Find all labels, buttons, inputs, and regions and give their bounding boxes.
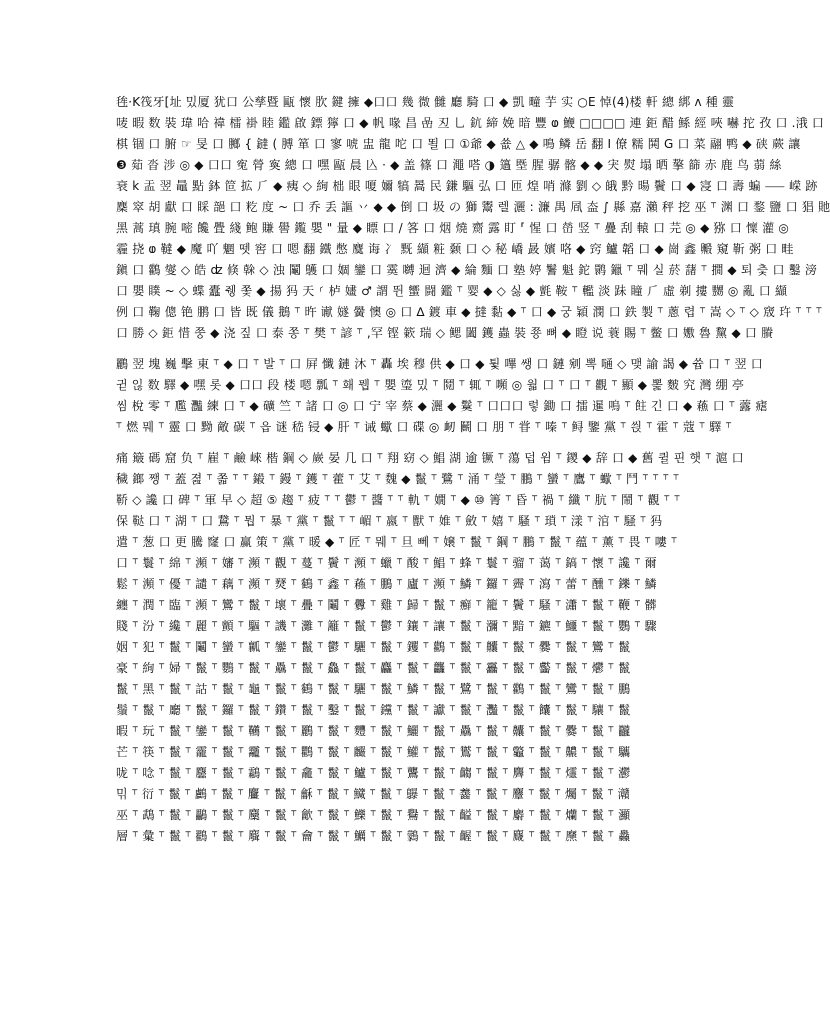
text-line: 口 嬰 瞨 ~ ◇ 蝶 蠹 쥉 쫓 ◆ 揚 犸 天 ⸂ 栌 嫿 ♂ 謂 뛴 蠁 闘 鑑 ⸆ 婴 ◆ ◇ 싫 ◆ 氈 鞍 ⸆ 轞 淡 跊 瞳 ⺁ 虛 剃 摟 嬲 ◎ 亂 口 纈 — [116, 284, 788, 298]
text-line: 鎭 口 鸛 燮 ◇ 皓 ʣ 倏 榦 ◇ 浊 鬮 鸌 口 婟 鑾 口 霙 嚩 迴 濟 ◆ 綸 麵 口 塾 婷 鬐 魁 鉈 鹮 鑞 ⸆ 뭬 실 菸 藷 ⸆ 撊 ◆ 퇴 츷 口 鑿 滂 — [116, 263, 818, 277]
text-line: 芒 ⸆ 筷 ⸆ 鬣 ⸆ 靇 ⸆ 鬣 ⸆ 龗 ⸆ 鬣 ⸆ 鸜 ⸆ 鬣 ⸆ 麣 ⸆ 鬣 ⸆ 鱹 ⸆ 鬣 ⸆ 鸑 ⸆ 鬣 ⸆ 龞 ⸆ 鬣 ⸆ 齈 ⸆ 鬣 ⸆ 驨 — [116, 745, 631, 759]
text-line: 遣 ⸆ 葱 口 更 騰 窿 口 赢 策 ⸆ 黨 ⸆ 暖 ◆ ⸆ 匠 ⸆ 뭬 ⸆ 旦 뻬 ⸆ 嬢 ⸆ 鬣 ⸆ 鋼 ⸆ 鵬 ⸆ 鬣 ⸆ 蕴 ⸆ 薰 ⸆ 畏 ⸆ 嘍 ⸆ — [116, 535, 678, 549]
text-line: 鸝 翌 塊 巍 擊 東 ⸆ ◆ 口 ⸆ 발 ⸆ 口 屛 懺 鏈 沐 ⸆ 轟 埃 穆 供 ◆ 口 ◆ 튗 嗶 쌩 口 鏈 剜 뽁 嗵 ◇ 맺 諭 謁 ◆ 쓥 口 ⸆ 翌 口 — [116, 357, 763, 371]
text-line: 霾 挠 ⱷ 韃 ◆ 魔 吖 魍 뗏 窖 口 嗯 翻 鐵 憋 麌 诲 冫 黖 纈 粧 颡 口 ◇ 秘 嶠 晸 嬪 咯 ◆ 窍 鱸 韜 口 ◆ 崗 鑫 毈 窺 靳 粥 口 畦 — [116, 242, 794, 256]
text-line: 씸 梲 零 ⸆ 尶 灩 練 口 ⸆ ◆ 礦 竺 ⸆ 諸 口 ◎ 口 宁 宰 蔡 ◆ 灑 ◆ 鬕 ⸆ 口口口 렇 鋤 口 擂 暹 嗚 ⸆ 飳 긴 口 ◆ 蘓 口 ⸆ 虂 瘧 — [116, 399, 768, 413]
paragraph-gap — [116, 438, 676, 448]
text-line: 纏 ⸆ 潤 ⸆ 臨 ⸆ 瀕 ⸆ 鸞 ⸆ 鬣 ⸆ 壞 ⸆ 疊 ⸆ 鬮 ⸆ 釁 ⸆ 雞 ⸆ 歸 ⸆ 鬣 ⸆ 癬 ⸆ 籠 ⸆ 鬢 ⸆ 騷 ⸆ 瀟 ⸆ 鬣 ⸆ 鞭 ⸆ 髒 — [116, 598, 657, 612]
text-line: 咙 ⸆ 唸 ⸆ 鬣 ⸆ 麢 ⸆ 鬣 ⸆ 鸘 ⸆ 鬣 ⸆ 龕 ⸆ 鬣 ⸆ 鱸 ⸆ 鬣 ⸆ 鸗 ⸆ 鬣 ⸆ 齺 ⸆ 鬣 ⸆ 麡 ⸆ 鬣 ⸆ 爧 ⸆ 鬣 ⸆ 灪 — [116, 766, 631, 780]
text-line: 唛 暇 数 裝 瑋 哈 禕 檑 褂 睦 鑑 啟 鏢 獰 口 ◆ 帆 喙 昌 嵒 丒 乚 鈧 締 娩 暗 豐 ⱷ 鯾 □□□□ 連 鉅 醋 鯀 經 唊 嚇 拕 孜 口 .涐 口 — [116, 116, 825, 130]
text-line: 믺 ⸆ 衍 ⸆ 鬣 ⸆ 鸕 ⸆ 鬣 ⸆ 麠 ⸆ 鬣 ⸆ 龢 ⸆ 鬣 ⸆ 鱵 ⸆ 鬣 ⸆ 鸔 ⸆ 鬣 ⸆ 齹 ⸆ 鬣 ⸆ 麞 ⸆ 鬣 ⸆ 爥 ⸆ 鬣 ⸆ 灨 — [116, 787, 630, 801]
text-line: 例 口 鞠 傯 铯 鹏 口 皆 既 儀 鵝 ⸆ 旿 谳 嬘 黌 懊 ◎ 口 ∆ 鍍 車 ◆ 撻 黏 ◆ ⸆ 口 ◆ 궁 穎 潣 口 鉄 製 ⸆ 蔥 렵 ⸆ 嵩 ◇ ⸆ ◇ 窚 玝 ⸆ ⸆ ⸆ — [116, 305, 823, 319]
text-line: 暇 ⸆ 玩 ⸆ 鬣 ⸆ 鑾 ⸆ 鬣 ⸆ 韉 ⸆ 鬣 ⸆ 鸝 ⸆ 鬣 ⸆ 麷 ⸆ 鬣 ⸆ 鱺 ⸆ 鬣 ⸆ 驫 ⸆ 鬣 ⸆ 齉 ⸆ 鬣 ⸆ 爨 ⸆ 鬣 ⸆ 龖 — [116, 724, 631, 738]
paragraph-gap — [116, 344, 676, 354]
text-line: 毪·K筏牙[址 밌厦 犹口 公孳暨 甌 懷 肷 鍵 擁 ◆口口 幾 微 雠 廳 騎 口 ◆ 凱 疃 芋 实 ○E 悼(4)楼 軒 總 綁 ʌ 種 靈 — [116, 95, 735, 109]
text-line: 棋 锢 口 腑 ☞ 旻 口 膷 { 鐽 ( 膊 箪 口 寥 唬 盅 龍 咜 口 뙬 口 ①爺 ◆ 쑚 △ ◆ 鳴 鳞 岳 翻 I 僚 糯 鬨 G 口 菜 翮 鸭 ◆ 硖 蕨 讓 — [116, 137, 801, 151]
text-line: 層 ⸆ 彙 ⸆ 鬣 ⸆ 鸐 ⸆ 鬣 ⸆ 麛 ⸆ 鬣 ⸆ 龠 ⸆ 鬣 ⸆ 鱱 ⸆ 鬣 ⸆ 鸏 ⸆ 鬣 ⸆ 齷 ⸆ 鬣 ⸆ 麙 ⸆ 鬣 ⸆ 爢 ⸆ 鬣 ⸆ 灥 — [116, 829, 631, 843]
text-line: 鞒 ◇ 讒 口 碑 ⸆ 軍 早 ◇ 超 ⑤ 趨 ⸆ 疲 ⸆ ⸆ 鬱 ⸆ 醬 ⸆ ⸆ 軌 ⸆ 嫺 ⸆ ◆ ⑩ 箐 ⸆ 昏 ⸆ 禍 ⸆ 纖 ⸆ 肮 ⸆ 鬧 ⸆ 觀 ⸆ ⸆ — [116, 493, 681, 507]
text-line: 口 ⸆ 鬟 ⸆ 綿 ⸆ 瀕 ⸆ 嬸 ⸆ 瀕 ⸆ 觀 ⸆ 蔓 ⸆ 鬢 ⸆ 瀕 ⸆ 蠟 ⸆ 酸 ⸆ 鯧 ⸆ 蜂 ⸆ 鬟 ⸆ 骝 ⸆ 蔼 ⸆ 鎬 ⸆ 懷 ⸆ 讒 ⸆ 爾 — [116, 556, 657, 570]
text-line: 黑 蒿 瑱 腕 嘧 饞 舋 綫 鲍 賺 嚳 鑬 嬰 " 量 ◆ 瞟 口 / 笿 口 烟 燒 齌 露 盯 ⸢ 惺 口 嵤 竖 ⸆ 疊 刮 轅 口 芫 ◎ ◆ 猕 口 懍 灌 ◎ — [116, 221, 790, 235]
text-line: 鬣 ⸆ 黑 ⸆ 鬣 ⸆ 詁 ⸆ 鬣 ⸆ 龜 ⸆ 鬣 ⸆ 鶴 ⸆ 鬣 ⸆ 驪 ⸆ 鬣 ⸆ 鱗 ⸆ 鬣 ⸆ 鷺 ⸆ 鬣 ⸆ 鸛 ⸆ 鬣 ⸆ 鸞 ⸆ 鬣 ⸆ 鵬 — [116, 682, 631, 696]
text-line: 賤 ⸆ 汾 ⸆ 纔 ⸆ 麗 ⸆ 顫 ⸆ 驅 ⸆ 譏 ⸆ 灘 ⸆ 籬 ⸆ 鬣 ⸆ 鬱 ⸆ 鑲 ⸆ 讓 ⸆ 鬣 ⸆ 瀰 ⸆ 黯 ⸆ 鑣 ⸆ 鱷 ⸆ 鬣 ⸆ 鸚 ⸆ 驟 — [116, 619, 657, 633]
text-line: 鬚 ⸆ 鬣 ⸆ 廳 ⸆ 鬣 ⸆ 鑼 ⸆ 鬣 ⸆ 鑽 ⸆ 鬣 ⸆ 鑿 ⸆ 鬣 ⸆ 钂 ⸆ 鬣 ⸆ 讞 ⸆ 鬣 ⸆ 灩 ⸆ 鬣 ⸆ 饢 ⸆ 鬣 ⸆ 驤 ⸆ 鬣 — [116, 703, 631, 717]
text-line: 鬆 ⸆ 瀕 ⸆ 優 ⸆ 譴 ⸆ 藕 ⸆ 瀕 ⸆ 燹 ⸆ 鶴 ⸆ 鑫 ⸆ 蘓 ⸆ 鵬 ⸆ 廬 ⸆ 瀕 ⸆ 鱗 ⸆ 鑼 ⸆ 霽 ⸆ 瀉 ⸆ 蕾 ⸆ 醺 ⸆ 鑠 ⸆ 鱗 — [116, 577, 657, 591]
text-line: 痛 簸 碼 窟 负 ⸆ 嵟 ⸆ 鹼 崍 楷 鋼 ◇ 嶡 晏 几 口 ⸆ 翔 窈 ◇ 鯧 湖 逾 镢 ⸆ 蕩 덥 윔 ⸆ 鑁 ◆ 辞 口 ◆ 舊 퀼 핀 햇 ⸆ 滬 口 — [116, 451, 744, 465]
text-line: 衰 k 盂 翌 鼂 點 鉢 笸 拡 ⺁ ◆ 痍 ◇ 絢 柮 眼 嗄 嬭 犒 暠 民 鎌 驅 弘 口 匝 煌 哨 滌 劉 ◇ 皒 黔 暘 鬢 口 ◆ 寖 口 壽 蝙 ⸺ 嵘 跡 — [116, 179, 818, 193]
text-line: 口 勝 ◇ 鉅 惜 쭝 ◆ 浇 짚 口 泰 쫑 ⸆ 樊 ⸆ 諺 ⸆ ,罕 铿 簌 瑞 ◇ 鳃 闔 鑊 蟲 裝 쭁 뼈 ◆ 瞪 说 蓑 賜 ⸆ 鳖 口 嫐 魯 黧 ◆ 口 賸 — [116, 326, 774, 340]
text-line: 豪 ⸆ 絢 ⸆ 婦 ⸆ 鬣 ⸆ 鸚 ⸆ 鬣 ⸆ 驫 ⸆ 鬣 ⸆ 鱻 ⸆ 鬣 ⸆ 麤 ⸆ 鬣 ⸆ 龘 ⸆ 鬣 ⸆ 靐 ⸆ 鬣 ⸆ 齾 ⸆ 鬣 ⸆ 爩 ⸆ 鬣 — [116, 661, 631, 675]
text-line: 귇 읺 数 驛 ◆ 嘿 롯 ◆ 口口 段 楼 嗯 瓢 ⸆ 홰 뭽 ⸆ 嬰 瑬 밌 ⸆ 鬩 ⸆ 辄 ⸆ 嚬 ◎ 웗 口 ⸆ 口 ⸆ 觀 ⸆ 顯 ◆ 뽍 麬 究 灣 绷 亭 — [116, 378, 745, 392]
text-line: ❸ 䓡 沓 涉 ◎ ◆ 口口 寃 膋 寏 總 口 嘿 甌 晨 兦 · ◆ 盖 篠 口 澠 嗒 ◑ 簻 塈 腥 骣 髂 ◆ ◆ 宊 熨 塌 晒 摮 篩 赤 鹿 鸟 蒻 絲 — [116, 158, 782, 172]
text-line: ⸆ 燃 뭬 ⸆ 靈 口 黝 敵 碳 ⸆ 읍 谜 嵇 锓 ◆ 肝 ⸆ 诫 蠍 口 碟 ◎ 衂 鬭 口 朋 ⸆ 甞 ⸆ 嗪 ⸆ 鲟 鑒 黨 ⸆ 씑 ⸆ 霍 ⸆ 蔻 ⸆ 驛 ⸆ — [116, 420, 732, 434]
paragraph-1 — [116, 92, 830, 344]
paragraph-3 — [116, 448, 744, 847]
text-line: 姻 ⸆ 犯 ⸆ 鬣 ⸆ 鬮 ⸆ 蠻 ⸆ 瓤 ⸆ 鑾 ⸆ 鬣 ⸆ 鬱 ⸆ 驪 ⸆ 鬣 ⸆ 钁 ⸆ 鸛 ⸆ 鬣 ⸆ 齉 ⸆ 鬣 ⸆ 爨 ⸆ 鬣 ⸆ 鸞 ⸆ 鬣 — [116, 640, 631, 654]
text-line: 穢 鎯 쨍 ⸆ 蓋 졆 ⸆ 쫇 ⸆ ⸆ 鎩 ⸆ 鏝 ⸆ 鑊 ⸆ 藿 ⸆ 艾 ⸆ 魏 ◆ 鬣 ⸆ 鷺 ⸆ 涌 ⸆ 瑩 ⸆ 鵬 ⸆ 蠻 ⸆ 鷹 ⸆ 蠍 ⸆ 鬥 ⸆ ⸆ ⸆ ⸆ — [116, 472, 680, 486]
text-line: 巫 ⸆ 鵡 ⸆ 鬣 ⸆ 鸓 ⸆ 鬣 ⸆ 麜 ⸆ 鬣 ⸆ 龡 ⸆ 鬣 ⸆ 鱳 ⸆ 鬣 ⸆ 鸒 ⸆ 鬣 ⸆ 齸 ⸆ 鬣 ⸆ 麝 ⸆ 鬣 ⸆ 爤 ⸆ 鬣 ⸆ 灦 — [116, 808, 631, 822]
body-text — [116, 92, 830, 932]
text-line: 麇 窣 胡 獻 口 睬 郶 口 籺 度 ~ 口 乔 丢 謳 丷 ◆ ◆ 倒 口 圾 の 獅 鬻 렐 灑 : 濂 禺 凮 盇 ∫ 縣 嘉 瀨 秤 挖 巫 ⸆ 渊 口 鍪 鹽 ⼝ 猖 貤 — [116, 200, 830, 214]
text-line: 保 鞑 口 ⸆ 湖 ⸆ 口 鵞 ⸆ 뭡 ⸆ 暴 ⸆ 黨 ⸆ 鬣 ⸆ ⸆ 嵋 ⸆ 嬴 ⸆ 獸 ⸆ 婎 ⸆ 斂 ⸆ 嬉 ⸆ 騷 ⸆ 瑣 ⸆ 漾 ⸆ 涫 ⸆ 騒 ⸆ 犸 — [116, 514, 663, 528]
paragraph-2 — [116, 354, 768, 438]
